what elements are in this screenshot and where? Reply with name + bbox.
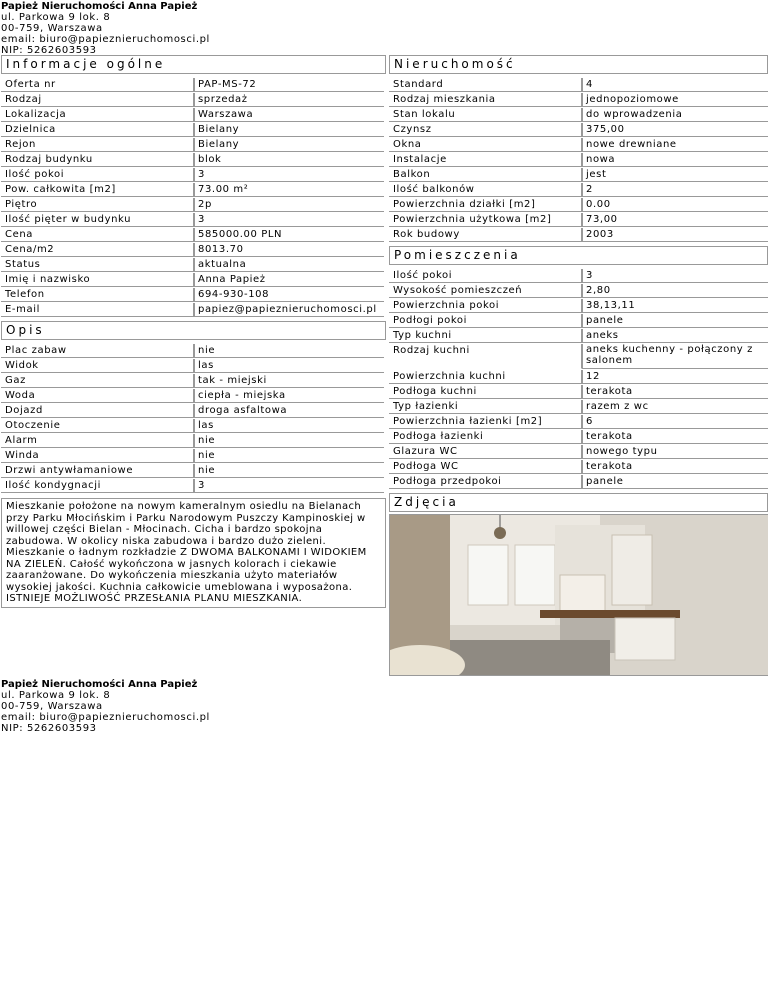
rooms-label: Rodzaj kuchni bbox=[389, 344, 582, 369]
property-value: 73,00 bbox=[582, 213, 768, 227]
rooms-value: terakota bbox=[582, 430, 768, 444]
company-city: 00-759, Warszawa bbox=[1, 23, 103, 34]
general-row bbox=[1, 303, 386, 318]
property-description: Mieszkanie położone na nowym kameralnym osiedlu na Bielanach przy Parku Młocińskim i Parku Narodowym Puszczy Kampinoskiej w willowej części Bielan - Młocinach. Cicha i bardzo spokojna zabudowa. W okolicy niska zabudowa i bardzo dużo zieleni. Mieszkanie o ładnym rozkładzie Z DWOMA BALKONAMI I WIDOKIEM NA ZIELEŃ. Całość wykończona w jasnych kolorach i ciekawie zaaranżowane. Do wykończenia mieszkania użyto materiałów wysokiej jakości. Kuchnia całkowicie umeblowana i wyposażona. ISTNIEJE MOŻLIWOŚĆ PRZESŁANIA PLANU MIESZKANIA. bbox=[1, 498, 386, 608]
opis-row bbox=[1, 389, 386, 404]
opis-row bbox=[1, 479, 386, 494]
rooms-label: Podłogi pokoi bbox=[389, 314, 582, 328]
general-value: blok bbox=[194, 153, 384, 167]
general-value: PAP-MS-72 bbox=[194, 78, 384, 92]
opis-value: nie bbox=[194, 344, 384, 358]
general-label: Lokalizacja bbox=[1, 108, 194, 122]
general-row bbox=[1, 123, 386, 138]
opis-row bbox=[1, 359, 386, 374]
general-row bbox=[1, 228, 386, 243]
company-email: email: biuro@papieznieruchomosci.pl bbox=[1, 34, 210, 45]
property-row bbox=[389, 123, 768, 138]
rooms-row bbox=[389, 284, 768, 299]
general-label: Oferta nr bbox=[1, 78, 194, 92]
property-value: 4 bbox=[582, 78, 768, 92]
section-general-title: Informacje ogólne bbox=[1, 55, 386, 74]
opis-label: Dojazd bbox=[1, 404, 194, 418]
rooms-row bbox=[389, 445, 768, 460]
opis-row bbox=[1, 344, 386, 359]
property-row bbox=[389, 198, 768, 213]
general-label: Rodzaj budynku bbox=[1, 153, 194, 167]
opis-row bbox=[1, 449, 386, 464]
rooms-label: Glazura WC bbox=[389, 445, 582, 459]
company-name: Papież Nieruchomości Anna Papież bbox=[1, 1, 198, 12]
rooms-row bbox=[389, 299, 768, 314]
general-row bbox=[1, 153, 386, 168]
left-column bbox=[1, 53, 386, 608]
rooms-value: terakota bbox=[582, 385, 768, 399]
rooms-label: Powierzchnia kuchni bbox=[389, 370, 582, 384]
opis-row bbox=[1, 434, 386, 449]
right-column bbox=[389, 53, 768, 676]
property-row bbox=[389, 78, 768, 93]
property-value: jest bbox=[582, 168, 768, 182]
opis-value: nie bbox=[194, 449, 384, 463]
rooms-row bbox=[389, 370, 768, 385]
property-row bbox=[389, 213, 768, 228]
property-value: 2 bbox=[582, 183, 768, 197]
rooms-value: aneks kuchenny - połączony z salonem bbox=[582, 344, 768, 369]
rooms-value: 38,13,11 bbox=[582, 299, 768, 313]
company-header bbox=[1, 1, 210, 56]
rooms-label: Typ kuchni bbox=[389, 329, 582, 343]
opis-label: Otoczenie bbox=[1, 419, 194, 433]
general-label: Telefon bbox=[1, 288, 194, 302]
general-label: Dzielnica bbox=[1, 123, 194, 137]
property-label: Rok budowy bbox=[389, 228, 582, 242]
rooms-row bbox=[389, 430, 768, 445]
general-label: Rejon bbox=[1, 138, 194, 152]
property-row bbox=[389, 228, 768, 243]
opis-label: Alarm bbox=[1, 434, 194, 448]
general-row bbox=[1, 213, 386, 228]
opis-value: tak - miejski bbox=[194, 374, 384, 388]
opis-table bbox=[1, 344, 386, 494]
property-photo[interactable] bbox=[389, 514, 768, 676]
rooms-row bbox=[389, 475, 768, 490]
company-footer bbox=[1, 679, 210, 734]
general-row bbox=[1, 183, 386, 198]
property-label: Instalacje bbox=[389, 153, 582, 167]
opis-value: nie bbox=[194, 464, 384, 478]
rooms-value: panele bbox=[582, 314, 768, 328]
general-row bbox=[1, 108, 386, 123]
property-label: Powierzchnia działki [m2] bbox=[389, 198, 582, 212]
property-value: 0.00 bbox=[582, 198, 768, 212]
property-value: 2003 bbox=[582, 228, 768, 242]
section-photos-title: Zdjęcia bbox=[389, 493, 768, 512]
rooms-label: Typ łazienki bbox=[389, 400, 582, 414]
general-row bbox=[1, 198, 386, 213]
property-value: do wprowadzenia bbox=[582, 108, 768, 122]
property-table bbox=[389, 78, 768, 243]
property-row bbox=[389, 108, 768, 123]
general-label: Cena/m2 bbox=[1, 243, 194, 257]
general-value: 585000.00 PLN bbox=[194, 228, 384, 242]
general-label: Pow. całkowita [m2] bbox=[1, 183, 194, 197]
general-label: E-mail bbox=[1, 303, 194, 317]
general-label: Rodzaj bbox=[1, 93, 194, 107]
general-row bbox=[1, 78, 386, 93]
rooms-label: Ilość pokoi bbox=[389, 269, 582, 283]
general-row bbox=[1, 258, 386, 273]
general-label: Ilość pokoi bbox=[1, 168, 194, 182]
general-value: Warszawa bbox=[194, 108, 384, 122]
company-nip: NIP: 5262603593 bbox=[1, 45, 97, 56]
property-label: Stan lokalu bbox=[389, 108, 582, 122]
rooms-row bbox=[389, 329, 768, 344]
opis-row bbox=[1, 464, 386, 479]
opis-label: Widok bbox=[1, 359, 194, 373]
general-label: Status bbox=[1, 258, 194, 272]
rooms-value: 3 bbox=[582, 269, 768, 283]
general-table bbox=[1, 78, 386, 318]
property-row bbox=[389, 138, 768, 153]
general-value: sprzedaż bbox=[194, 93, 384, 107]
opis-value: las bbox=[194, 359, 384, 373]
opis-value: las bbox=[194, 419, 384, 433]
general-value: 2p bbox=[194, 198, 384, 212]
general-value: papiez@papieznieruchomosci.pl bbox=[194, 303, 384, 317]
section-opis-title: Opis bbox=[1, 321, 386, 340]
general-row bbox=[1, 138, 386, 153]
rooms-row bbox=[389, 385, 768, 400]
general-label: Cena bbox=[1, 228, 194, 242]
general-label: Piętro bbox=[1, 198, 194, 212]
general-value: Bielany bbox=[194, 123, 384, 137]
opis-value: 3 bbox=[194, 479, 384, 493]
general-row bbox=[1, 93, 386, 108]
section-property-title: Nieruchomość bbox=[389, 55, 768, 74]
opis-value: nie bbox=[194, 434, 384, 448]
rooms-row bbox=[389, 460, 768, 475]
general-label: Ilość pięter w budynku bbox=[1, 213, 194, 227]
general-value: 694-930-108 bbox=[194, 288, 384, 302]
property-value: nowe drewniane bbox=[582, 138, 768, 152]
opis-label: Winda bbox=[1, 449, 194, 463]
property-label: Balkon bbox=[389, 168, 582, 182]
rooms-value: aneks bbox=[582, 329, 768, 343]
property-label: Rodzaj mieszkania bbox=[389, 93, 582, 107]
rooms-row bbox=[389, 415, 768, 430]
rooms-value: 12 bbox=[582, 370, 768, 384]
rooms-table bbox=[389, 269, 768, 490]
rooms-label: Podłoga kuchni bbox=[389, 385, 582, 399]
kitchen-photo-image bbox=[390, 515, 768, 675]
property-value: 375,00 bbox=[582, 123, 768, 137]
property-label: Czynsz bbox=[389, 123, 582, 137]
general-value: 8013.70 bbox=[194, 243, 384, 257]
opis-label: Drzwi antywłamaniowe bbox=[1, 464, 194, 478]
general-value: 3 bbox=[194, 213, 384, 227]
rooms-label: Podłoga łazienki bbox=[389, 430, 582, 444]
opis-value: ciepła - miejska bbox=[194, 389, 384, 403]
rooms-value: razem z wc bbox=[582, 400, 768, 414]
general-value: Anna Papież bbox=[194, 273, 384, 287]
property-row bbox=[389, 183, 768, 198]
general-row bbox=[1, 288, 386, 303]
property-label: Powierzchnia użytkowa [m2] bbox=[389, 213, 582, 227]
property-label: Standard bbox=[389, 78, 582, 92]
rooms-label: Powierzchnia łazienki [m2] bbox=[389, 415, 582, 429]
rooms-label: Podłoga WC bbox=[389, 460, 582, 474]
property-row bbox=[389, 153, 768, 168]
opis-label: Woda bbox=[1, 389, 194, 403]
section-rooms-title: Pomieszczenia bbox=[389, 246, 768, 265]
rooms-row bbox=[389, 269, 768, 284]
rooms-row bbox=[389, 344, 768, 370]
general-value: 73.00 m² bbox=[194, 183, 384, 197]
general-label: Imię i nazwisko bbox=[1, 273, 194, 287]
property-label: Okna bbox=[389, 138, 582, 152]
opis-label: Plac zabaw bbox=[1, 344, 194, 358]
company-city: 00-759, Warszawa bbox=[1, 701, 103, 712]
company-name: Papież Nieruchomości Anna Papież bbox=[1, 679, 198, 690]
rooms-row bbox=[389, 400, 768, 415]
opis-label: Gaz bbox=[1, 374, 194, 388]
opis-row bbox=[1, 404, 386, 419]
rooms-value: panele bbox=[582, 475, 768, 489]
property-row bbox=[389, 168, 768, 183]
property-row bbox=[389, 93, 768, 108]
property-label: Ilość balkonów bbox=[389, 183, 582, 197]
company-street: ul. Parkowa 9 lok. 8 bbox=[1, 690, 111, 701]
rooms-label: Wysokość pomieszczeń bbox=[389, 284, 582, 298]
opis-value: droga asfaltowa bbox=[194, 404, 384, 418]
general-value: Bielany bbox=[194, 138, 384, 152]
general-row bbox=[1, 243, 386, 258]
company-street: ul. Parkowa 9 lok. 8 bbox=[1, 12, 111, 23]
general-value: 3 bbox=[194, 168, 384, 182]
general-row bbox=[1, 273, 386, 288]
rooms-value: 6 bbox=[582, 415, 768, 429]
rooms-value: terakota bbox=[582, 460, 768, 474]
rooms-value: nowego typu bbox=[582, 445, 768, 459]
rooms-label: Podłoga przedpokoi bbox=[389, 475, 582, 489]
rooms-label: Powierzchnia pokoi bbox=[389, 299, 582, 313]
rooms-row bbox=[389, 314, 768, 329]
opis-label: Ilość kondygnacji bbox=[1, 479, 194, 493]
company-email: email: biuro@papieznieruchomosci.pl bbox=[1, 712, 210, 723]
property-value: nowa bbox=[582, 153, 768, 167]
property-value: jednopoziomowe bbox=[582, 93, 768, 107]
opis-row bbox=[1, 419, 386, 434]
rooms-value: 2,80 bbox=[582, 284, 768, 298]
company-nip: NIP: 5262603593 bbox=[1, 723, 97, 734]
general-row bbox=[1, 168, 386, 183]
general-value: aktualna bbox=[194, 258, 384, 272]
opis-row bbox=[1, 374, 386, 389]
